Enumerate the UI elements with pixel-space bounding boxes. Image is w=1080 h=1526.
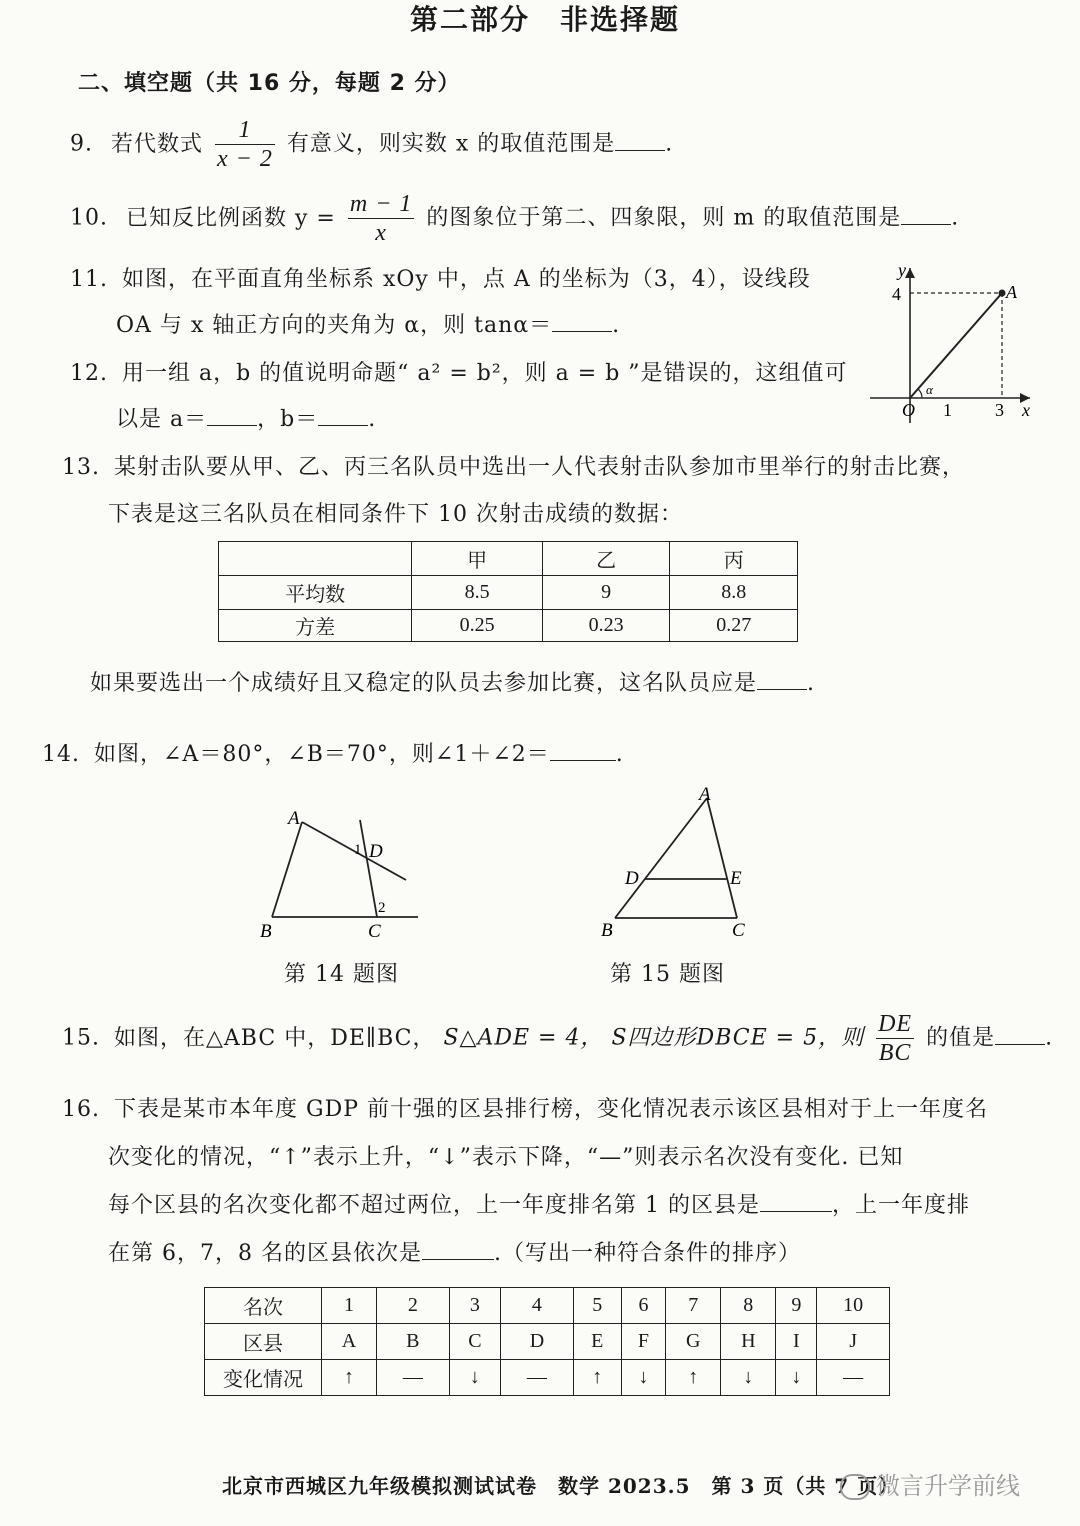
fig15-label-e: E	[730, 868, 742, 889]
answer-blank-12b[interactable]	[318, 405, 368, 426]
fig15-label-d: D	[625, 868, 639, 889]
table-13: 甲 乙 丙 平均数 8.5 9 8.8 方差 0.25 0.23 0.27	[218, 541, 798, 642]
answer-blank-11[interactable]	[552, 311, 612, 332]
fig11-x-label: x	[1022, 400, 1030, 420]
question-12-line2: 以是 a＝ ，b＝ .	[116, 407, 377, 432]
fig14-angle-1: 1	[354, 842, 362, 858]
fig11-alpha: α	[926, 382, 933, 397]
fig11-three: 3	[995, 400, 1004, 420]
question-16-line2: 次变化的情况，“↑”表示上升，“↓”表示下降，“—”则表示名次没有变化. 已知	[108, 1145, 904, 1170]
question-11-line1: 11. 如图，在平面直角坐标系 xOy 中，点 A 的坐标为（3，4），设线段	[70, 267, 811, 292]
fig14-label-c: C	[368, 921, 381, 942]
answer-blank-16b[interactable]	[422, 1239, 494, 1260]
table-16: 名次 1 2 3 4 5 6 7 8 9 10 区县 A B C D E F G H I J 变化情况 ↑ — ↓ — ↑ ↓ ↑ ↓ ↓ —	[204, 1287, 890, 1396]
page-footer: 北京市西城区九年级模拟测试试卷 数学 2023.5 第 3 页（共 7 页）	[222, 1474, 900, 1498]
fig11-one: 1	[943, 400, 952, 420]
question-13-line3: 如果要选出一个成绩好且又稳定的队员去参加比赛，这名队员应是 .	[90, 671, 816, 696]
figure-11	[860, 258, 1040, 428]
question-10: 10. 已知反比例函数 y = $\frac{m - 1}{x}$ 的图象位于第二、四象限，则 m 的取值范围是 .	[70, 191, 960, 246]
fraction-10: $\frac{m - 1}{x}$	[349, 191, 413, 246]
fig14-label-a: A	[288, 808, 300, 829]
question-16-line3: 每个区县的名次变化都不超过两位，上一年度排名第 1 的区县是 ，上一年度排	[108, 1193, 971, 1218]
fig11-point-a: A	[1006, 282, 1017, 302]
figure-14-caption: 第 14 题图	[284, 962, 399, 987]
fig14-label-b: B	[260, 921, 272, 942]
fig11-origin: O	[902, 400, 915, 420]
section-title: 第二部分 非选择题	[410, 3, 681, 36]
question-9: 9. 若代数式 $\frac{1}{x - 2}$ 有意义，则实数 x 的取值范围是 .	[70, 117, 674, 172]
question-13-line2: 下表是这三名队员在相同条件下 10 次射击成绩的数据：	[108, 502, 683, 527]
fig15-label-b: B	[601, 920, 613, 941]
fig15-label-c: C	[732, 920, 745, 941]
figure-15	[595, 780, 765, 950]
figure-15-caption: 第 15 题图	[610, 962, 725, 987]
fraction-9: $\frac{1}{x - 2}$	[217, 117, 273, 172]
answer-blank-10[interactable]	[901, 204, 951, 225]
part-title: 二、填空题（共 16 分，每题 2 分）	[78, 71, 461, 96]
answer-blank-16a[interactable]	[760, 1191, 832, 1212]
question-11-line2: OA 与 x 轴正方向的夹角为 α，则 tanα＝ .	[116, 313, 621, 338]
fig14-angle-2: 2	[378, 900, 386, 916]
question-14: 14. 如图，∠A＝80°，∠B＝70°，则∠1＋∠2＝ .	[42, 742, 624, 767]
question-16-line4: 在第 6，7，8 名的区县依次是 .（写出一种符合条件的排序）	[108, 1241, 801, 1266]
watermark: 微言升学前线	[840, 1466, 1020, 1501]
answer-blank-13[interactable]	[757, 669, 807, 690]
question-13-line1: 13. 某射击队要从甲、乙、丙三名队员中选出一人代表射击队参加市里举行的射击比赛，	[62, 455, 966, 480]
fig15-label-a: A	[699, 784, 711, 805]
wechat-icon	[840, 1474, 870, 1500]
answer-blank-12a[interactable]	[207, 405, 257, 426]
answer-blank-14[interactable]	[550, 740, 616, 761]
fig11-y-label: y	[898, 260, 906, 280]
question-15: 15. 如图，在△ABC 中，DE∥BC， S△ADE = 4， S四边形DBCE = 5，则 $\frac{DE}{BC}$ 的值是 .	[62, 1011, 1054, 1066]
answer-blank-9[interactable]	[615, 130, 665, 151]
fig11-four: 4	[892, 284, 901, 304]
answer-blank-15[interactable]	[995, 1024, 1045, 1045]
fig14-label-d: D	[369, 841, 383, 862]
question-16-line1: 16. 下表是某市本年度 GDP 前十强的区县排行榜，变化情况表示该区县相对于上一年度名	[62, 1097, 989, 1122]
fraction-15: $\frac{DE}{BC}$	[878, 1011, 913, 1066]
question-12-line1: 12. 用一组 a，b 的值说明命题“ a² = b²，则 a = b ”是错误的，这组值可	[70, 361, 848, 386]
figure-14	[250, 800, 430, 950]
